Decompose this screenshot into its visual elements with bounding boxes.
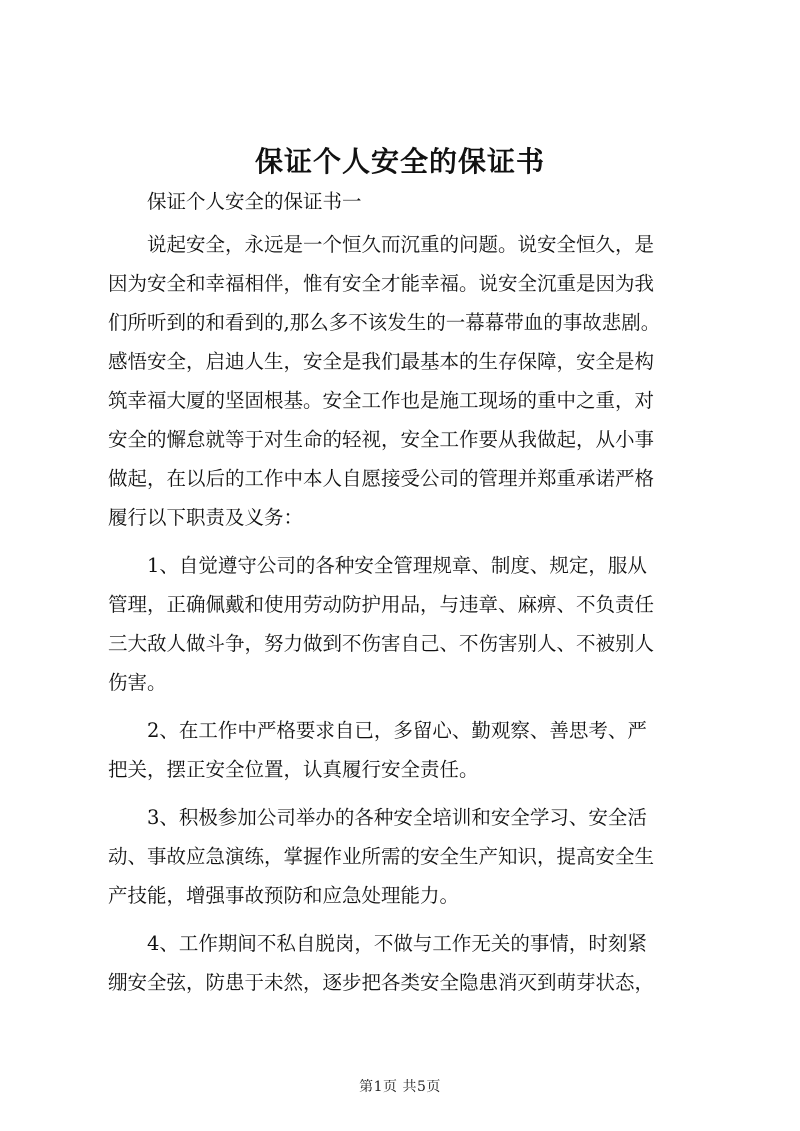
text-line: 伤害。 (108, 671, 167, 694)
text-line: 4、工作期间不私自脱岗，不做与工作无关的事情，时刻紧 (147, 932, 647, 955)
paragraph-item-1 (108, 546, 708, 702)
subtitle-line: 保证个人安全的保证书一 (147, 190, 362, 213)
text-line: 因为安全和幸福相伴，惟有安全才能幸福。说安全沉重是因为我 (108, 272, 655, 295)
document-body (108, 182, 708, 1011)
document-title: 保证个人安全的保证书 (254, 145, 545, 178)
paragraph-intro (108, 225, 708, 537)
text-line: 绷安全弦，防患于未然，逐步把各类安全隐患消灭到萌芽状态， (108, 971, 655, 994)
text-line: 感悟安全，启迪人生，安全是我们最基本的生存保障，安全是构 (108, 350, 655, 373)
text-line: 2、在工作中严格要求自已，多留心、勤观察、善思考、严 (147, 719, 647, 742)
paragraph-item-4 (108, 924, 708, 1002)
text-line: 1、自觉遵守公司的各种安全管理规章、制度、规定，服从 (147, 554, 647, 577)
text-line: 履行以下职责及义务： (108, 506, 304, 529)
text-line: 筑幸福大厦的坚固根基。安全工作也是施工现场的重中之重，对 (108, 389, 655, 412)
text-line: 动、事故应急演练，掌握作业所需的安全生产知识，提高安全生 (108, 845, 655, 868)
text-line: 说起安全，永远是一个恒久而沉重的问题。说安全恒久，是 (147, 233, 655, 256)
text-line: 把关，摆正安全位置，认真履行安全责任。 (108, 758, 479, 781)
text-line: 们所听到的和看到的,那么多不该发生的一幕幕带血的事故悲剧。 (108, 311, 661, 334)
text-line: 安全的懈怠就等于对生命的轻视，安全工作要从我做起，从小事 (108, 428, 655, 451)
text-line: 3、积极参加公司举办的各种安全培训和安全学习、安全活 (147, 806, 647, 829)
page-number-footer: 第1页 共5页 (359, 1079, 441, 1095)
text-line: 做起，在以后的工作中本人自愿接受公司的管理并郑重承诺严格 (108, 467, 655, 490)
paragraph-item-3 (108, 798, 708, 915)
paragraph-item-2 (108, 711, 708, 789)
text-line: 管理，正确佩戴和使用劳动防护用品，与违章、麻痹、不负责任 (108, 593, 655, 616)
text-line: 产技能，增强事故预防和应急处理能力。 (108, 884, 460, 907)
document-subtitle (108, 182, 708, 221)
text-line: 三大敌人做斗争，努力做到不伤害自己、不伤害别人、不被别人 (108, 632, 655, 655)
